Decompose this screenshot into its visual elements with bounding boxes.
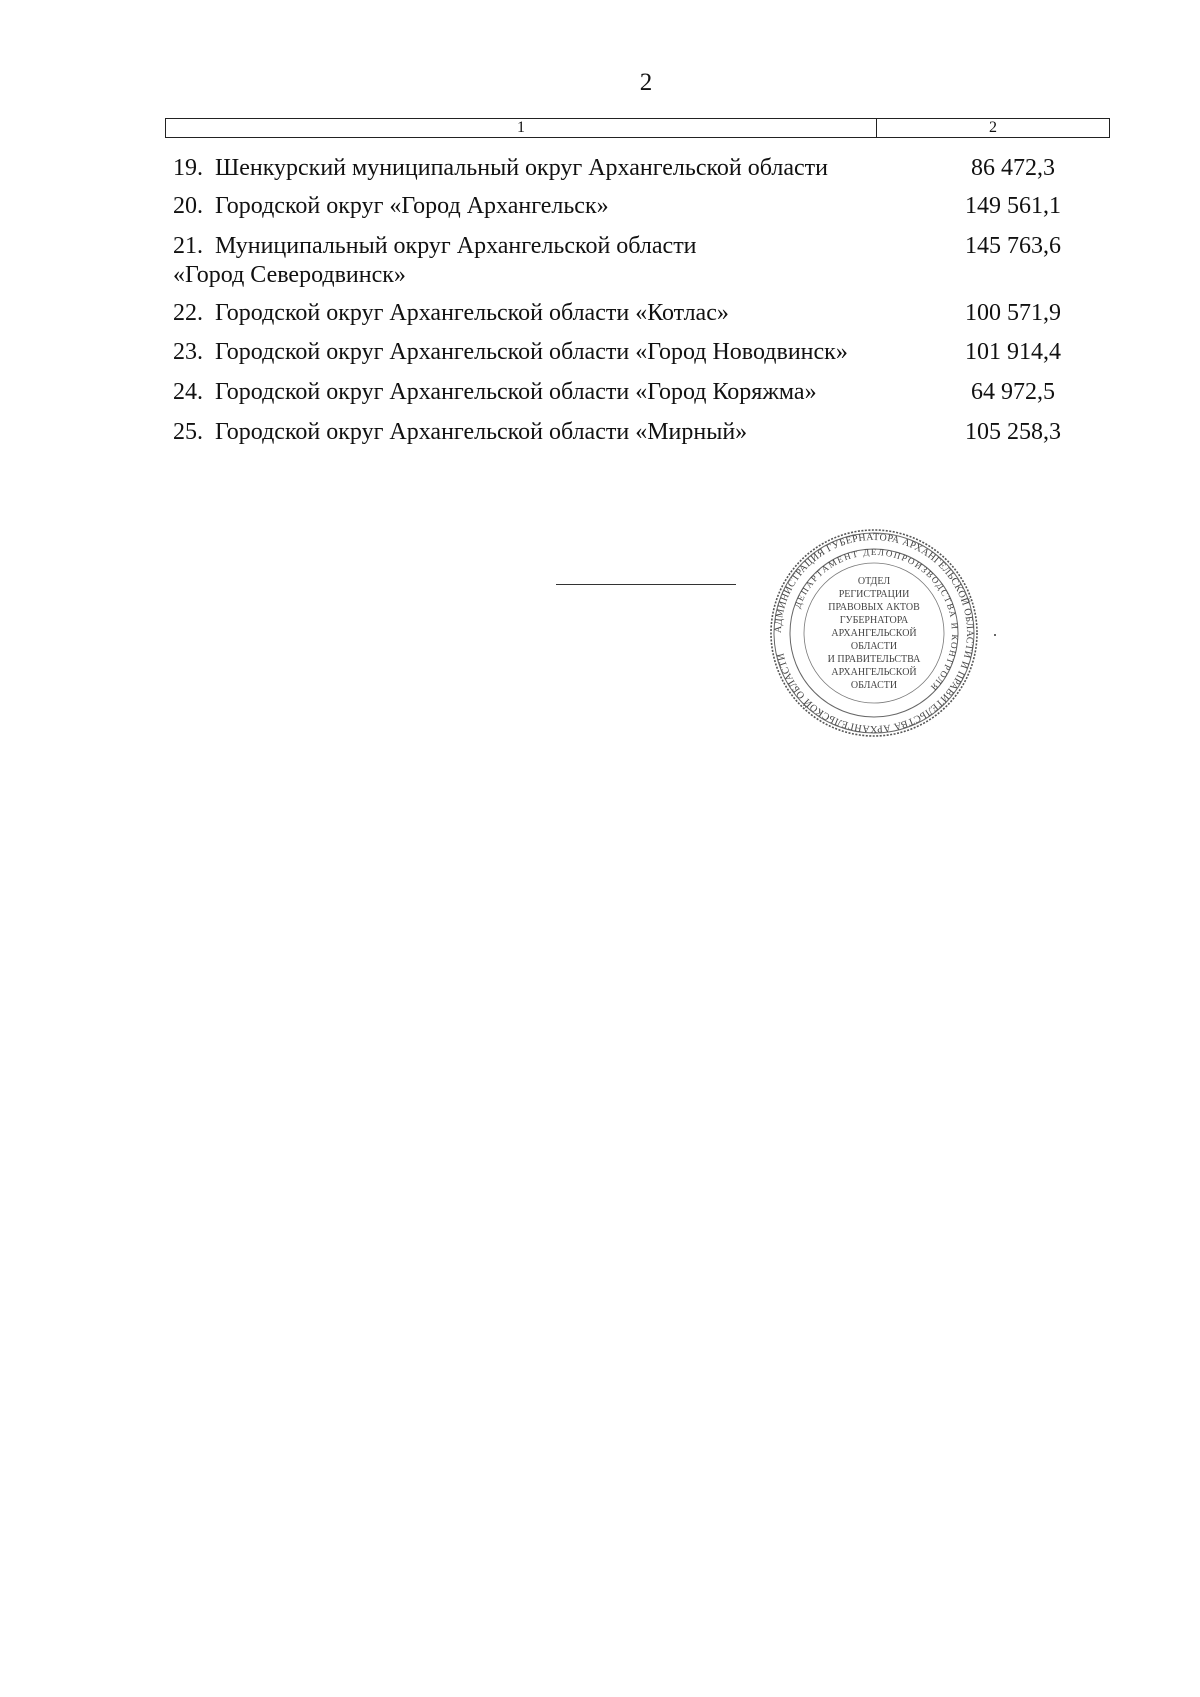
official-seal	[768, 527, 980, 739]
row-value: 86 472,3	[971, 155, 1055, 181]
row-name: Муниципальный округ Архангельской области	[215, 233, 697, 259]
table-header-col2: 2	[989, 119, 997, 136]
row-value: 149 561,1	[965, 193, 1061, 219]
seal-inner-text: ДЕПАРТАМЕНТ ДЕЛОПРОИЗВОДСТВА И КОНТРОЛЯ	[792, 546, 961, 694]
scan-speck	[994, 634, 996, 636]
row-value: 105 258,3	[965, 419, 1061, 445]
table-row	[173, 418, 1073, 447]
row-value: 145 763,6	[965, 233, 1061, 259]
row-number: 23.	[173, 339, 203, 365]
row-number: 24.	[173, 379, 203, 405]
seal-center-text	[828, 576, 922, 691]
row-value: 100 571,9	[965, 300, 1061, 326]
row-number: 25.	[173, 419, 203, 445]
row-number: 21.	[173, 233, 203, 259]
page-number: 2	[639, 69, 653, 96]
row-name: Городской округ Архангельской области «Город Коряжма»	[215, 379, 817, 405]
seal-center-line: АРХАНГЕЛЬСКОЙ	[831, 667, 917, 678]
row-name: Городской округ Архангельской области «Мирный»	[215, 419, 748, 445]
row-name: Городской округ Архангельской области «Котлас»	[215, 300, 729, 326]
row-name: Шенкурский муниципальный округ Архангельской области	[215, 155, 828, 181]
table-row	[173, 338, 1073, 367]
table-header-col1: 1	[166, 119, 877, 137]
seal-center-line: И ПРАВИТЕЛЬСТВА	[827, 654, 921, 665]
table-row	[173, 192, 1073, 221]
row-name: Городской округ «Город Архангельск»	[215, 193, 609, 219]
table-row	[173, 299, 1073, 328]
row-value: 64 972,5	[971, 379, 1055, 405]
table-row	[173, 378, 1073, 407]
seal-outer-text: АДМИНИСТРАЦИЯ ГУБЕРНАТОРА АРХАНГЕЛЬСКОЙ ОБЛАСТИ И ПРАВИТЕЛЬСТВА АРХАНГЕЛЬСКОЙ ОБЛАСТИ	[772, 531, 976, 735]
table-row	[173, 154, 1073, 183]
seal-center-line: РЕГИСТРАЦИИ	[838, 589, 910, 600]
row-number: 22.	[173, 300, 203, 326]
row-value: 101 914,4	[965, 339, 1061, 365]
row-number: 19.	[173, 155, 203, 181]
seal-center-line: ГУБЕРНАТОРА	[839, 615, 909, 626]
table-header-row	[165, 118, 1110, 138]
row-name-continuation: «Город Северодвинск»	[173, 262, 406, 288]
row-number: 20.	[173, 193, 203, 219]
seal-center-line: ОБЛАСТИ	[850, 641, 898, 652]
seal-center-line: ПРАВОВЫХ АКТОВ	[828, 602, 920, 613]
seal-center-line: АРХАНГЕЛЬСКОЙ	[831, 628, 917, 639]
signature-line	[556, 584, 736, 585]
seal-center-line: ОБЛАСТИ	[850, 680, 898, 691]
table-row	[173, 232, 1073, 290]
row-name: Городской округ Архангельской области «Город Новодвинск»	[215, 339, 848, 365]
seal-center-line: ОТДЕЛ	[857, 576, 891, 587]
